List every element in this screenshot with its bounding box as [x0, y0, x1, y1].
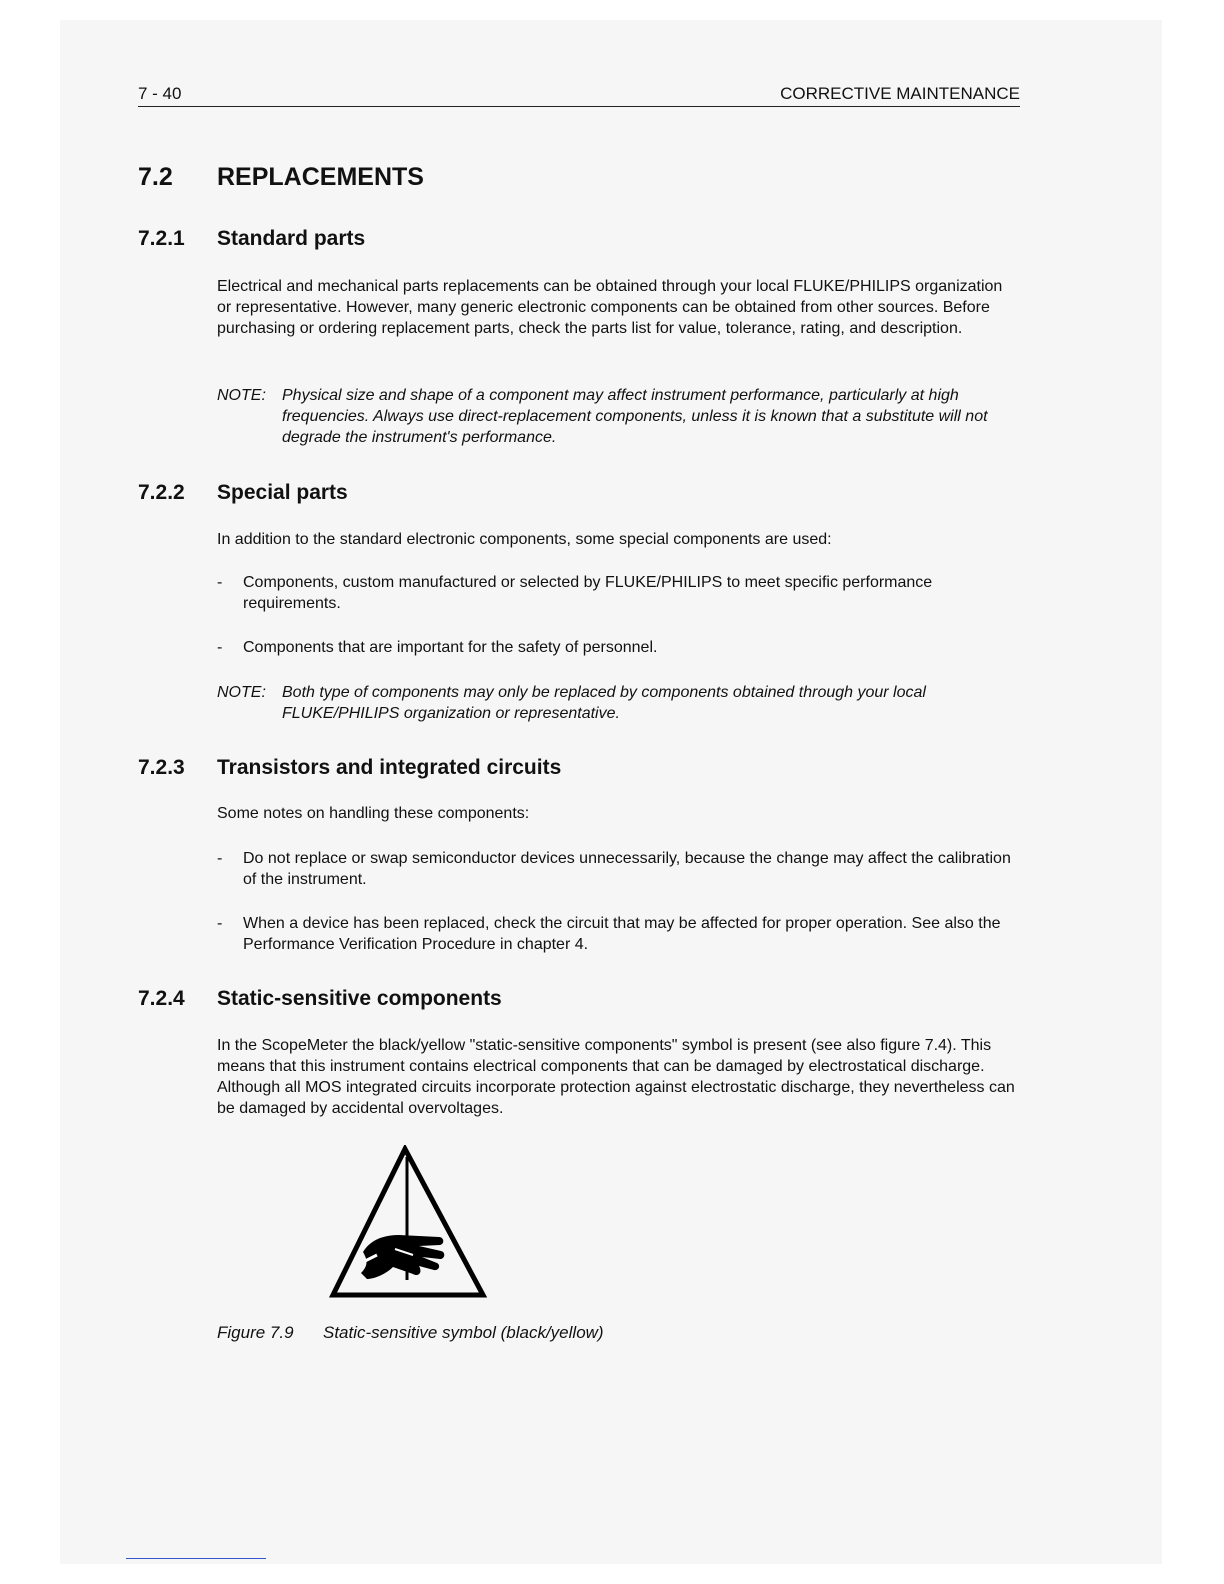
page-number: 7 - 40	[138, 84, 182, 103]
list-item-text: Components, custom manufactured or selected by FLUKE/PHILIPS to meet specific performance requirements.	[243, 574, 933, 612]
note-label: NOTE:	[217, 684, 266, 701]
list-item	[217, 572, 1020, 614]
subsection-number: 7.2.4	[138, 987, 185, 1010]
static-sensitive-symbol-icon	[327, 1145, 487, 1300]
chapter-title: CORRECTIVE MAINTENANCE	[780, 84, 1020, 103]
bullet-dash: -	[217, 915, 223, 932]
bullet-dash: -	[217, 639, 223, 656]
note-label: NOTE:	[217, 387, 266, 404]
subsection-number: 7.2.1	[138, 227, 185, 250]
note-text: Both type of components may only be replaced by components obtained through your local FLUKE/PHILIPS organization or representative.	[282, 684, 926, 722]
list-item	[217, 913, 1020, 955]
list-item-text: When a device has been replaced, check the circuit that may be affected for proper operation. See also the Performance Verification Procedure in chapter 4.	[243, 915, 1001, 953]
footer-rule	[126, 1558, 266, 1559]
subsection-title: Special parts	[217, 481, 348, 504]
section-number: 7.2	[138, 163, 173, 191]
figure-caption: Static-sensitive symbol (black/yellow)	[323, 1323, 604, 1342]
paragraph: In the ScopeMeter the black/yellow "static-sensitive components" symbol is present (see also figure 7.4). This means that this instrument contains electrical components that can be damaged by electrostatical discharge. Although all MOS integrated circuits incorporate protection against electrostatic discharge, they nevertheless can be damaged by accidental overvoltages.	[217, 1037, 1015, 1117]
list-item-text: Components that are important for the safety of personnel.	[243, 639, 658, 656]
bullet-dash: -	[217, 850, 223, 867]
list-item	[217, 637, 1020, 658]
paragraph: In addition to the standard electronic components, some special components are used:	[217, 531, 832, 548]
bullet-dash: -	[217, 574, 223, 591]
subsection-title: Transistors and integrated circuits	[217, 756, 562, 779]
note	[217, 682, 1020, 724]
note-text: Physical size and shape of a component may affect instrument performance, particularly at high frequencies. Always use direct-replacement components, unless it is known that a substitute will not degrade the instrument's performance.	[282, 387, 988, 446]
subsection-title: Static-sensitive components	[217, 987, 502, 1010]
paragraph: Some notes on handling these components:	[217, 805, 530, 822]
section-title: REPLACEMENTS	[217, 163, 424, 191]
paragraph: Electrical and mechanical parts replacements can be obtained through your local FLUKE/PHILIPS organization or representative. However, many generic electronic components can be obtained from other sources. Before purchasing or ordering replacement parts, check the parts list for value, tolerance, rating, and description.	[217, 278, 1003, 337]
note	[217, 385, 1020, 448]
list-item	[217, 848, 1020, 890]
figure-label: Figure 7.9	[217, 1323, 294, 1342]
subsection-title: Standard parts	[217, 227, 366, 250]
subsection-number: 7.2.3	[138, 756, 185, 779]
header-rule	[138, 106, 1020, 107]
list-item-text: Do not replace or swap semiconductor devices unnecessarily, because the change may affect the calibration of the instrument.	[243, 850, 1011, 888]
subsection-number: 7.2.2	[138, 481, 185, 504]
